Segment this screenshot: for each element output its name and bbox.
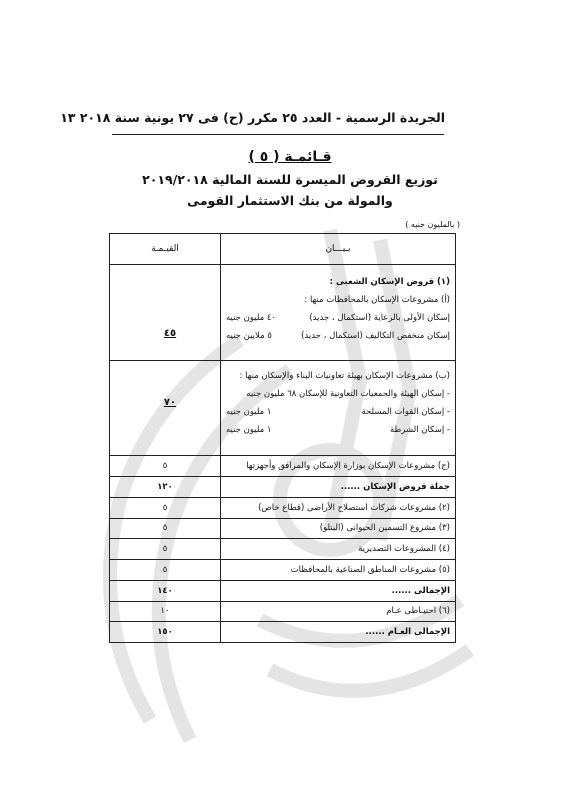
row-value: ٥ (110, 560, 221, 581)
list-title: قـائمـة ( ٥ ) (248, 149, 332, 165)
row-value: ٥ (110, 539, 221, 560)
row-text: (١) قروض الإسكان الشعبى : (329, 276, 450, 287)
table-row: (٤) المشروعات التصديرية (221, 539, 456, 560)
row-text: - إسكان الهيئة والجمعيات التعاونية للإسكان ٦٨ مليون جنيه (246, 388, 450, 399)
document-heading-line1: توزيع القروض الميسرة للسنة المالية ٢٠١٩/٢٠١٨ (142, 172, 438, 187)
row-value: ١٢٠ (110, 477, 221, 498)
row-text: (ب) مشروعات الإسكان بهيئة تعاونيات البناء والإسكان منها : (239, 370, 450, 381)
row-value: ٤٥ (163, 327, 177, 339)
column-header-value: القيـمـة (110, 234, 221, 265)
table-row: (٢) مشروعات شركات استصلاح الأراضى (قطاع خاص) (221, 497, 456, 518)
table-row (221, 360, 456, 456)
row-value: ١٤٠ (110, 580, 221, 601)
value-cell (110, 360, 221, 456)
unit-note: ( بالمليون جنيه ) (405, 220, 460, 229)
grand-total-row: الإجمالى العـام ...... (221, 622, 456, 643)
row-text: إسكان منخفض التكاليف (استكمال ، جديد) (301, 330, 450, 341)
row-text: - إسكان القوات المسلحة (361, 406, 450, 417)
header-divider (112, 134, 444, 135)
row-value: ٥ (110, 497, 221, 518)
row-amount: ٤٠ مليون جنيه (226, 312, 277, 323)
table-row: (٥) مشروعات المناطق الصناعية بالمحافظات (221, 560, 456, 581)
row-value: ١٥٠ (110, 622, 221, 643)
column-header-description: بـيـــان (221, 234, 456, 265)
subtotal-row: جملة قروض الإسكان ...... (221, 477, 456, 498)
row-amount: ٥ ملايين جنيه (226, 330, 272, 341)
row-value: ١٠ (110, 601, 221, 622)
loans-table (109, 233, 456, 643)
row-value: ٧٠ (163, 396, 177, 408)
document-heading-line2: والمولة من بنك الاستثمار القومى (187, 193, 393, 208)
value-cell (110, 264, 221, 360)
gazette-header: الجريدة الرسمية - العدد ٢٥ مكرر (ح) فى ٢٧ يونية سنة ٢٠١٨ ١٣ (60, 110, 445, 125)
row-value: ٥ (110, 518, 221, 539)
total-row: الإجمالى ...... (221, 580, 456, 601)
table-row: (٣) مشروع التسمين الحيوانى (البتلو) (221, 518, 456, 539)
row-text: - إسكان الشرطة (389, 424, 450, 435)
table-row: (٦) احتيـاطى عـام (221, 601, 456, 622)
row-text: إسكان الأولى بالرعاية (استكمال ، جديد) (309, 312, 450, 323)
row-amount: ١ مليون جنيه (226, 424, 272, 435)
row-value: ٥ (110, 456, 221, 477)
row-amount: ١ مليون جنيه (226, 406, 272, 417)
row-text: (أ) مشروعات الإسكان بالمحافظات منها : (304, 294, 450, 305)
table-row: (ج) مشروعات الإسكان بوزارة الإسكان والمرافق وأجهزتها (221, 456, 456, 477)
table-row (221, 264, 456, 360)
